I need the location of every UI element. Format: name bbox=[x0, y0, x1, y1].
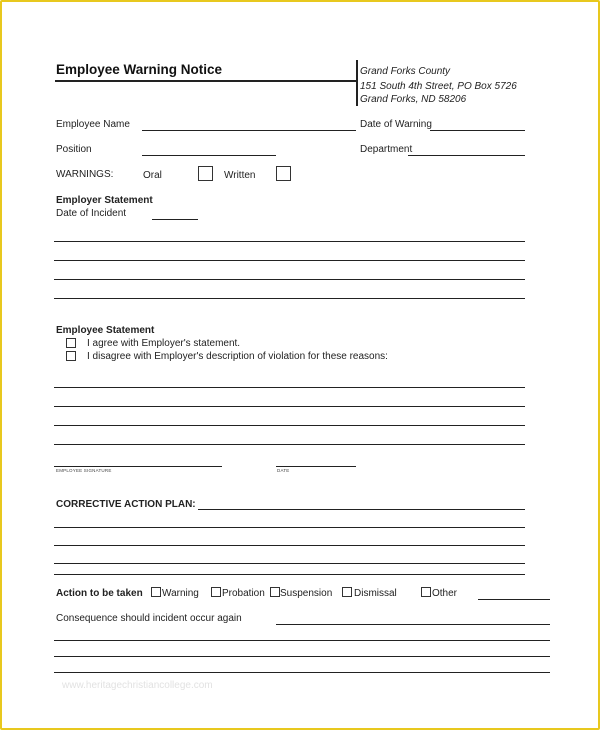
consequence-line-3[interactable] bbox=[54, 656, 550, 657]
suspension-checkbox[interactable] bbox=[270, 587, 280, 597]
date-of-warning-label: Date of Warning bbox=[360, 119, 432, 130]
position-field[interactable] bbox=[142, 155, 276, 156]
watermark: www.heritagechristiancollege.com bbox=[62, 680, 213, 691]
warning-option-label: Warning bbox=[162, 588, 199, 599]
employee-statement-line-4[interactable] bbox=[54, 444, 525, 445]
employer-statement-line-4[interactable] bbox=[54, 298, 525, 299]
form-title: Employee Warning Notice bbox=[56, 62, 223, 77]
employee-name-label: Employee Name bbox=[56, 119, 130, 130]
corrective-action-heading: CORRECTIVE ACTION PLAN: bbox=[56, 499, 196, 510]
date-of-warning-field[interactable] bbox=[430, 130, 525, 131]
probation-option-label: Probation bbox=[222, 588, 265, 599]
corrective-action-line-4[interactable] bbox=[54, 563, 525, 564]
other-checkbox[interactable] bbox=[421, 587, 431, 597]
written-label: Written bbox=[224, 170, 256, 181]
consequence-line-4[interactable] bbox=[54, 672, 550, 673]
department-label: Department bbox=[360, 144, 413, 155]
consequence-line-1[interactable] bbox=[276, 624, 550, 625]
employer-statement-heading: Employer Statement bbox=[56, 195, 153, 206]
address-line-3: Grand Forks, ND 58206 bbox=[360, 94, 467, 105]
department-field[interactable] bbox=[408, 155, 525, 156]
oral-label: Oral bbox=[143, 170, 162, 181]
disagree-label: I disagree with Employer's description of violation for these reasons: bbox=[87, 351, 388, 362]
header-divider bbox=[356, 60, 358, 106]
position-label: Position bbox=[56, 144, 92, 155]
dismissal-option-label: Dismissal bbox=[354, 588, 397, 599]
other-field[interactable] bbox=[478, 599, 550, 600]
disagree-checkbox[interactable] bbox=[66, 351, 76, 361]
consequence-label: Consequence should incident occur again bbox=[56, 613, 242, 624]
employee-statement-heading: Employee Statement bbox=[56, 325, 155, 336]
employer-statement-line-3[interactable] bbox=[54, 279, 525, 280]
title-underline bbox=[55, 80, 358, 82]
employee-statement-line-3[interactable] bbox=[54, 425, 525, 426]
employee-signature-field[interactable] bbox=[54, 466, 222, 467]
employee-statement-line-2[interactable] bbox=[54, 406, 525, 407]
oral-checkbox[interactable] bbox=[198, 166, 213, 181]
warnings-label: WARNINGS: bbox=[56, 169, 114, 180]
corrective-action-line-2[interactable] bbox=[54, 527, 525, 528]
suspension-option-label: Suspension bbox=[280, 588, 333, 599]
agree-checkbox[interactable] bbox=[66, 338, 76, 348]
agree-label: I agree with Employer's statement. bbox=[87, 338, 241, 349]
consequence-line-2[interactable] bbox=[54, 640, 550, 641]
corrective-action-line-1[interactable] bbox=[198, 509, 525, 510]
date-of-incident-label: Date of Incident bbox=[56, 208, 127, 219]
employee-statement-line-1[interactable] bbox=[54, 387, 525, 388]
written-checkbox[interactable] bbox=[276, 166, 291, 181]
signature-date-field[interactable] bbox=[276, 466, 356, 467]
employee-name-field[interactable] bbox=[142, 130, 356, 131]
other-option-label: Other bbox=[432, 588, 458, 599]
corrective-action-line-3[interactable] bbox=[54, 545, 525, 546]
address-line-2: 151 South 4th Street, PO Box 5726 bbox=[360, 81, 517, 92]
employer-statement-line-2[interactable] bbox=[54, 260, 525, 261]
action-heading: Action to be taken bbox=[56, 588, 143, 599]
address-line-1: Grand Forks County bbox=[360, 66, 451, 77]
warning-checkbox[interactable] bbox=[151, 587, 161, 597]
signature-date-label: DATE bbox=[277, 468, 290, 473]
employer-statement-line-1[interactable] bbox=[54, 241, 525, 242]
probation-checkbox[interactable] bbox=[211, 587, 221, 597]
dismissal-checkbox[interactable] bbox=[342, 587, 352, 597]
corrective-action-line-5[interactable] bbox=[54, 574, 525, 575]
date-of-incident-field[interactable] bbox=[152, 219, 198, 220]
employee-signature-label: EMPLOYEE SIGNATURE bbox=[56, 468, 112, 473]
